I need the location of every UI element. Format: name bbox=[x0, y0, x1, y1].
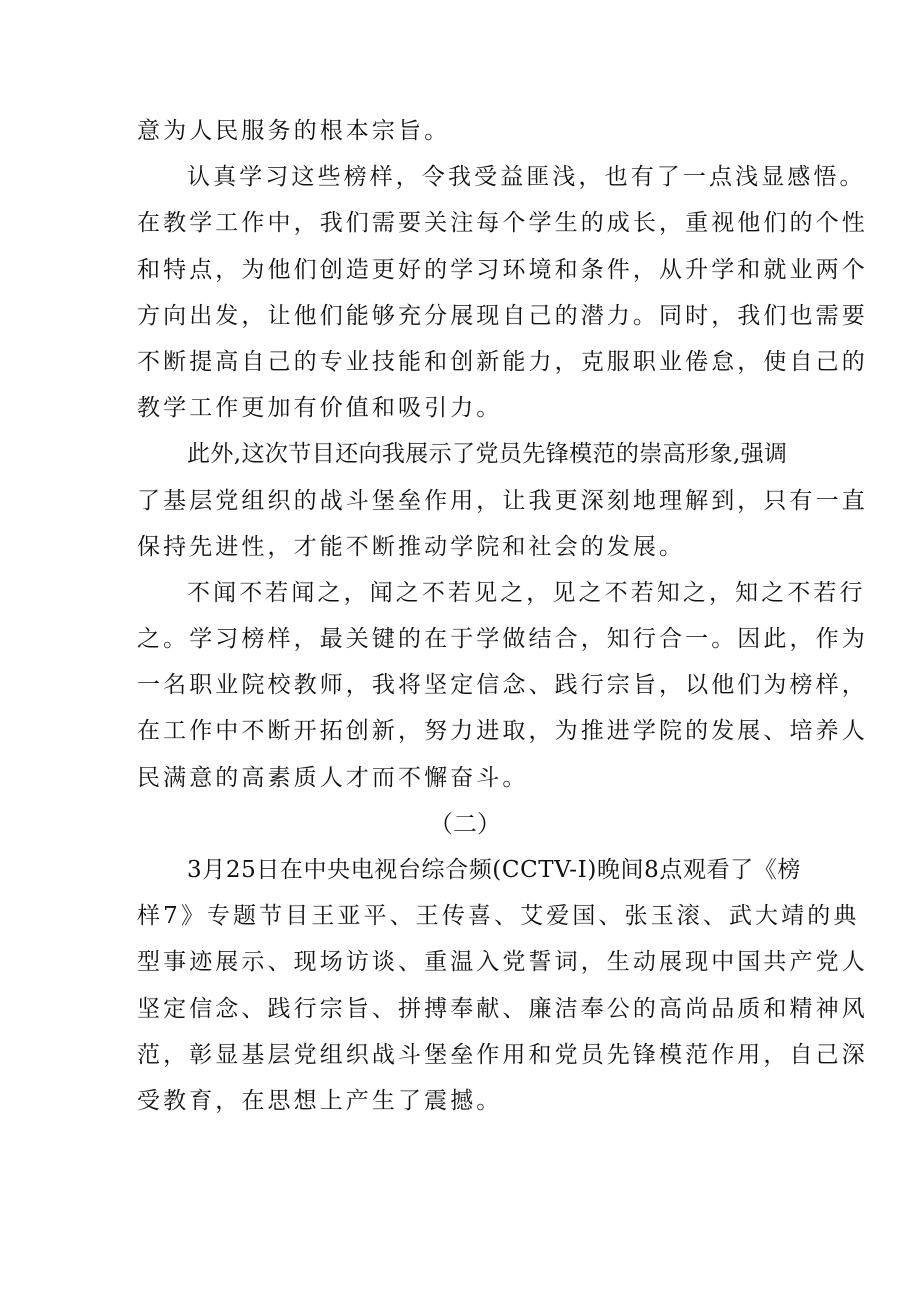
text-line: 一名职业院校教师，我将坚定信念、践行宗旨，以他们为榜样， bbox=[137, 672, 868, 699]
text-line: 样7》专题节目王亚平、王传喜、艾爱国、张玉滚、武大靖的典 bbox=[137, 903, 860, 930]
section-heading: （二） bbox=[429, 809, 501, 838]
paragraph-first-line: 3月25日在中央电视台综合频(CCTV-I)晚间8点观看了《榜 bbox=[187, 857, 801, 883]
text-line: 了基层党组织的战斗堡垒作用，让我更深刻地理解到，只有一直 bbox=[137, 487, 868, 514]
text-line: 保持先进性，才能不断推动学院和社会的发展。 bbox=[137, 533, 686, 560]
text-line: 教学工作更加有价值和吸引力。 bbox=[137, 395, 503, 422]
text-line: 范，彰显基层党组织战斗堡垒作用和党员先锋模范作用，自己深 bbox=[137, 1041, 868, 1068]
text-line: 不断提高自己的专业技能和创新能力，克服职业倦怠，使自己的 bbox=[137, 348, 868, 375]
text-line: 型事迹展示、现场访谈、重温入党誓词，生动展现中国共产党人 bbox=[137, 949, 868, 976]
text-line: 方向出发，让他们能够充分展现自己的潜力。同时，我们也需要 bbox=[137, 302, 868, 329]
text-line: 在教学工作中，我们需要关注每个学生的成长，重视他们的个性 bbox=[137, 210, 868, 237]
text-line: 意为人民服务的根本宗旨。 bbox=[137, 118, 451, 144]
paragraph-first-line: 此外,这次节目还向我展示了党员先锋模范的崇高形象,强调 bbox=[187, 441, 788, 468]
text-line: 和特点，为他们创造更好的学习环境和条件，从升学和就业两个 bbox=[137, 256, 868, 283]
text-line: 之。学习榜样，最关键的在于学做结合，知行合一。因此，作为 bbox=[137, 626, 868, 653]
text-line: 坚定信念、践行宗旨、拼搏奉献、廉洁奉公的高尚品质和精神风 bbox=[137, 995, 868, 1022]
paragraph-first-line: 认真学习这些榜样，令我受益匪浅，也有了一点浅显感悟。 bbox=[187, 164, 866, 191]
text-line: 在工作中不断开拓创新，努力进取，为推进学院的发展、培养人 bbox=[137, 718, 868, 745]
text-line: 受教育，在思想上产生了震撼。 bbox=[137, 1087, 503, 1114]
document-body bbox=[137, 108, 868, 1124]
paragraph-first-line: 不闻不若闻之，闻之不若见之，见之不若知之，知之不若行 bbox=[187, 579, 866, 606]
text-line: 民满意的高素质人才而不懈奋斗。 bbox=[137, 764, 529, 791]
